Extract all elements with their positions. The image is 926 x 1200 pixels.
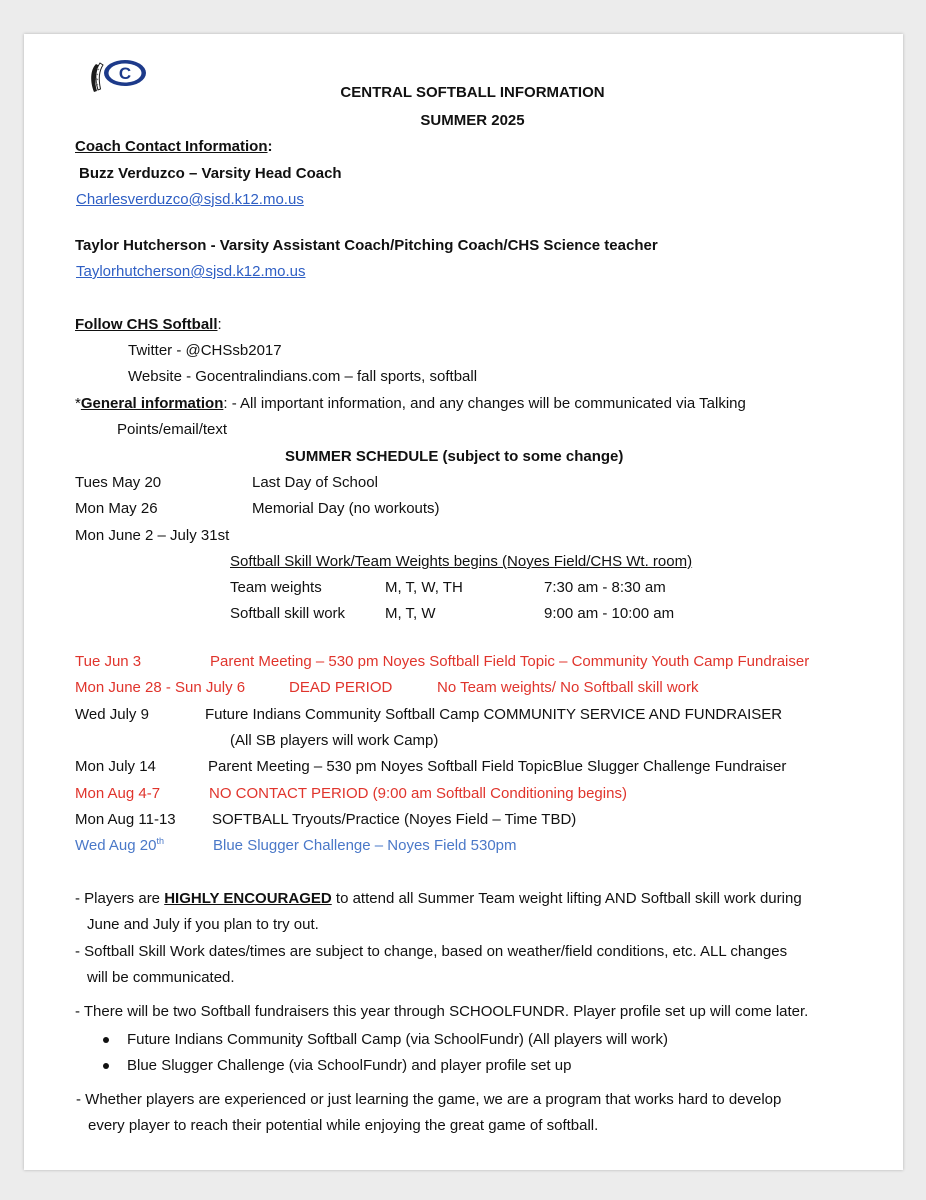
note-program-line2: every player to reach their potential while enjoying the great game of softball. (88, 1117, 599, 1134)
skill-work-label: Softball skill work (230, 605, 346, 622)
bullet-dot (103, 1037, 109, 1043)
note-schedule-change-line2: will be communicated. (87, 969, 235, 986)
head-coach-name: Buzz Verduzco – Varsity Head Coach (79, 165, 342, 182)
twitter-handle: Twitter - @CHSsb2017 (128, 342, 282, 359)
follow-heading: Follow CHS Softball: (75, 316, 222, 333)
skill-work-time: 9:00 am - 10:00 am (544, 605, 675, 622)
schedule-event: Parent Meeting – 530 pm Noyes Softball Field Topic – Community Youth Camp Fundraiser (210, 653, 810, 670)
schedule-event: Parent Meeting – 530 pm Noyes Softball Field TopicBlue Slugger Challenge Fundraiser (208, 758, 787, 775)
coach-contact-heading: Coach Contact Information: (75, 138, 273, 155)
svg-text:C: C (118, 64, 132, 83)
general-info-line2: Points/email/text (117, 421, 228, 438)
schedule-date: Mon Aug 4-7 (75, 785, 161, 802)
assistant-coach-name: Taylor Hutcherson - Varsity Assistant Coach/Pitching Coach/CHS Science teacher (75, 237, 658, 254)
note-encouraged-line2: June and July if you plan to try out. (87, 916, 319, 933)
document-page (24, 34, 903, 1170)
document-title: CENTRAL SOFTBALL INFORMATION (340, 84, 605, 101)
general-info-line1: *General information: - All important information, and any changes will be communicated via Talking (75, 395, 746, 412)
schedule-heading: SUMMER SCHEDULE (subject to some change) (285, 448, 624, 465)
schedule-date: Tue Jun 3 (75, 653, 142, 670)
schedule-event: NO CONTACT PERIOD (9:00 am Softball Conditioning begins) (209, 785, 627, 802)
schedule-date: Wed July 9 (75, 706, 149, 723)
schedule-event: Blue Slugger Challenge – Noyes Field 530pm (213, 837, 517, 854)
note-fundraisers: - There will be two Softball fundraisers this year through SCHOOLFUNDR. Player profile set up will come later. (75, 1003, 809, 1020)
website-text: Website - Gocentralindians.com – fall sports, softball (128, 368, 478, 385)
skill-work-days: M, T, W (385, 605, 436, 622)
schedule-event: SOFTBALL Tryouts/Practice (Noyes Field – Time TBD) (212, 811, 577, 828)
schedule-event: Future Indians Community Softball Camp COMMUNITY SERVICE AND FUNDRAISER (205, 706, 783, 723)
team-weights-label: Team weights (230, 579, 322, 596)
schedule-note: (All SB players will work Camp) (230, 732, 439, 749)
skill-work-heading: Softball Skill Work/Team Weights begins (Noyes Field/CHS Wt. room) (230, 553, 693, 570)
bullet-dot (103, 1063, 109, 1069)
fundraiser-bullet-item: Blue Slugger Challenge (via SchoolFundr) and player profile set up (127, 1057, 572, 1074)
document-subtitle: SUMMER 2025 (420, 112, 525, 129)
schedule-date: Mon Aug 11-13 (75, 811, 176, 828)
schedule-event: Last Day of School (252, 474, 378, 491)
head-coach-email-link[interactable]: Charlesverduzco@sjsd.k12.mo.us (76, 191, 304, 208)
schedule-event: Memorial Day (no workouts) (252, 500, 440, 517)
schedule-date: Wed Aug 20th (75, 836, 164, 854)
schedule-date: Tues May 20 (75, 474, 162, 491)
schedule-date: Mon June 2 – July 31st (75, 527, 230, 544)
dead-period-label: DEAD PERIOD (289, 679, 393, 696)
assistant-coach-email-link[interactable]: Taylorhutcherson@sjsd.k12.mo.us (76, 263, 306, 280)
schedule-date: Mon May 26 (75, 500, 158, 517)
note-schedule-change-line1: - Softball Skill Work dates/times are subject to change, based on weather/field conditions, etc. ALL changes (75, 943, 788, 960)
team-weights-days: M, T, W, TH (385, 579, 463, 596)
note-program-line1: - Whether players are experienced or just learning the game, we are a program that works hard to develop (76, 1091, 782, 1108)
note-encouraged-line1: - Players are HIGHLY ENCOURAGED to attend all Summer Team weight lifting AND Softball skill work during (75, 890, 802, 907)
fundraiser-bullet-item: Future Indians Community Softball Camp (via SchoolFundr) (All players will work) (127, 1031, 669, 1048)
team-weights-time: 7:30 am - 8:30 am (544, 579, 666, 596)
dead-period-detail: No Team weights/ No Softball skill work (437, 679, 699, 696)
schedule-date: Mon July 14 (75, 758, 156, 775)
schedule-date: Mon June 28 - Sun July 6 (75, 679, 246, 696)
